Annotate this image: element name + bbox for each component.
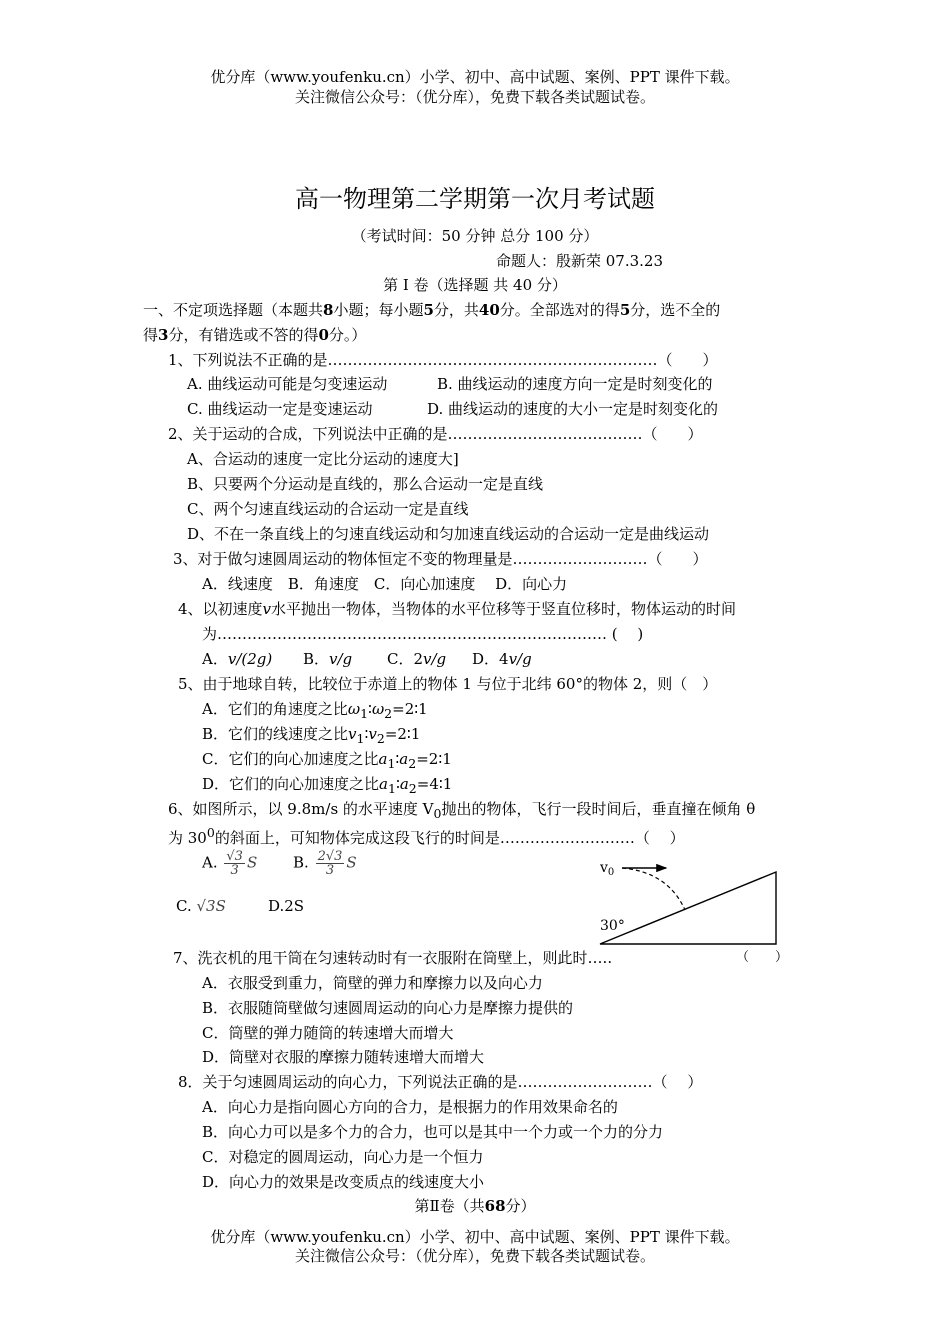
- q3-stem: 3、对于做匀速圆周运动的物体恒定不变的物理量是………………………（ ）: [173, 550, 708, 568]
- q7-answer-paren: （ ）: [736, 950, 789, 965]
- q6-option-d: D.2S: [268, 897, 305, 915]
- q6-option-a: A. $\frac{√3}{3}$ S: [202, 849, 258, 878]
- q7-option-c: C．筒壁的弹力随筒的转速增大而增大: [202, 1024, 454, 1042]
- q4-stem-line-1: 4、以初速度v水平抛出一物体，当物体的水平位移等于竖直位移时，物体运动的时间: [178, 600, 737, 618]
- q6-stem-line-2: 为 $30^0$的斜面上，可知物体完成这段飞行的时间是………………………（ ）: [168, 825, 685, 847]
- q2-option-c: C、两个匀速直线运动的合运动一定是直线: [187, 500, 469, 518]
- q4-stem-line-2: 为…………………………………………………………………… ( ): [202, 625, 644, 643]
- q5-option-b: B．它们的线速度之比$v_1∶v_2=2∶1$: [202, 725, 421, 746]
- q8-stem: 8．关于匀速圆周运动的向心力，下列说法正确的是………………………（ ）: [178, 1073, 703, 1091]
- header-line-1: 优分库（www.youfenku.cn）小学、初中、高中试题、案例、PPT 课件下载。: [210, 68, 740, 86]
- incline-triangle: [600, 872, 776, 944]
- q6-incline-figure: [590, 852, 790, 952]
- q1-option-b: B. 曲线运动的速度方向一定是时刻变化的: [437, 375, 713, 393]
- q7-stem: 7、洗衣机的甩干筒在匀速转动时有一衣服附在筒壁上，则此时…..: [173, 949, 613, 967]
- q1-option-c: C. 曲线运动一定是变速运动: [187, 400, 373, 418]
- instructions-line-2: 得3分，有错选或不答的得0分。）: [143, 326, 367, 344]
- angle-label: 30°: [600, 918, 625, 934]
- q3-options: A．线速度 B．角速度 C．向心加速度 D．向心力: [202, 575, 568, 593]
- q8-option-a: A．向心力是指向圆心方向的合力，是根据力的作用效果命名的: [202, 1098, 618, 1116]
- q5-option-c: C．它们的向心加速度之比$a_1∶a_2=2∶1$: [202, 750, 452, 771]
- q4-option-a: A．v/(2g): [202, 650, 273, 668]
- q5-stem: 5、由于地球自转，比较位于赤道上的物体 1 与位于北纬 60°的物体 2，则（ ）: [178, 675, 718, 693]
- q4-option-b: B．v/g: [303, 650, 353, 668]
- q7-option-b: B．衣服随筒壁做匀速圆周运动的向心力是摩擦力提供的: [202, 999, 574, 1017]
- exam-time-info: （考试时间：50 分钟 总分 100 分）: [351, 227, 599, 245]
- part1-heading: 第 I 卷（选择题 共 40 分）: [383, 276, 567, 294]
- q1-stem: 1、下列说法不正确的是…………………………………………………………（ ）: [168, 351, 718, 369]
- q7-option-d: D．筒壁对衣服的摩擦力随转速增大而增大: [202, 1048, 485, 1066]
- q4-option-d: D．4v/g: [472, 650, 532, 668]
- q2-option-b: B、只要两个分运动是直线的，那么合运动一定是直线: [187, 475, 544, 493]
- q2-option-d: D、不在一条直线上的匀速直线运动和匀加速直线运动的合运动一定是曲线运动: [187, 525, 710, 543]
- q1-option-d: D. 曲线运动的速度的大小一定是时刻变化的: [427, 400, 719, 418]
- q8-option-b: B．向心力可以是多个力的合力，也可以是其中一个力或一个力的分力: [202, 1123, 664, 1141]
- q6-stem-line-1: 6、如图所示，以 9.8m/s 的水平速度 $V_0$抛出的物体，飞行一段时间后，垂直撞在倾角 θ: [168, 800, 756, 821]
- v0-label: $v_0$: [600, 860, 615, 878]
- q2-stem: 2、关于运动的合成，下列说法中正确的是…………………………………（ ）: [168, 425, 703, 443]
- q2-option-a: A、合运动的速度一定比分运动的速度大]: [187, 450, 459, 468]
- q7-option-a: A．衣服受到重力，筒壁的弹力和摩擦力以及向心力: [202, 974, 543, 992]
- footer-line-2: 关注微信公众号：（优分库），免费下载各类试题试卷。: [294, 1247, 655, 1265]
- exam-title: 高一物理第二学期第一次月考试题: [295, 185, 655, 213]
- footer-line-1: 优分库（www.youfenku.cn）小学、初中、高中试题、案例、PPT 课件下载。: [210, 1228, 740, 1246]
- q5-option-d: D．它们的向心加速度之比$a_1∶a_2=4∶1$: [202, 775, 453, 796]
- q1-option-a: A. 曲线运动可能是匀变速运动: [187, 375, 388, 393]
- q4-option-c: C．2v/g: [387, 650, 447, 668]
- q5-option-a: A．它们的角速度之比$\omega_1∶\omega_2=2∶1$: [202, 700, 428, 721]
- exam-author: 命题人：殷新荣 07.3.23: [496, 252, 664, 270]
- instructions-line-1: 一、不定项选择题（本题共8小题；每小题5分，共40分。全部选对的得5分，选不全的: [143, 301, 721, 319]
- q8-option-d: D．向心力的效果是改变质点的线速度大小: [202, 1173, 485, 1191]
- trajectory-curve: [622, 868, 685, 910]
- header-line-2: 关注微信公众号：（优分库），免费下载各类试题试卷。: [294, 88, 655, 106]
- part2-heading: 第Ⅱ卷（共68分）: [414, 1197, 536, 1215]
- q8-option-c: C．对稳定的圆周运动，向心力是一个恒力: [202, 1148, 484, 1166]
- q6-option-c: C. √3S: [176, 897, 226, 915]
- q6-option-b: B. $\frac{2√3}{3}$ S: [293, 849, 357, 878]
